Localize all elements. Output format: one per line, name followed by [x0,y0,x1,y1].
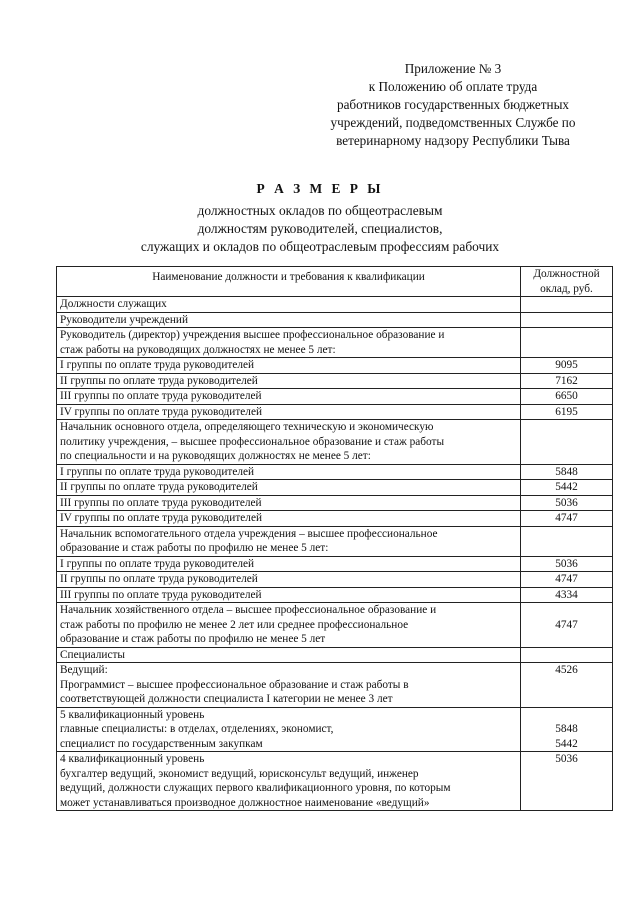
position-text-line: Руководители учреждений [60,313,189,326]
salary-cell [521,312,613,328]
position-text-line: Должности служащих [60,298,167,310]
header-salary-line: оклад, руб. [540,282,593,295]
salary-value: 6195 [555,405,578,418]
salary-value: 5036 [555,753,578,765]
position-text-line: I группы по оплате труда руководителей [60,465,255,478]
table-row [57,572,613,588]
table-row [57,404,613,420]
appendix-block [300,60,606,150]
position-text-line: бухгалтер ведущий, экономист ведущий, юрисконсульт ведущий, инженер [60,767,419,780]
salary-cell [521,526,613,556]
position-cell [57,420,521,465]
salary-cell [521,328,613,358]
salary-cell [521,480,613,496]
document-subtitle-line: должностям руководителей, специалистов, [197,221,443,236]
table-row [57,511,613,527]
document-subtitle-line: должностных окладов по общеотраслевым [197,203,443,218]
position-text-line: главные специалисты: в отделах, отделениях, экономист, [60,723,334,735]
position-text-line: IV группы по оплате труда руководителей [60,512,263,524]
document-title: Р А З М Е Р Ы [256,181,384,196]
table-row [57,495,613,511]
table-row [57,464,613,480]
position-text-line: политику учреждения, – высшее профессиональное образование и стаж работы [60,435,445,448]
position-cell [57,464,521,480]
salary-cell [521,495,613,511]
position-text-line: I группы по оплате труда руководителей [60,557,255,570]
table-row [57,373,613,389]
position-text-line: образование и стаж работы по профилю не менее 5 лет: [60,542,329,554]
table-row [57,358,613,374]
position-text-line: специалист по государственным закупкам [60,737,263,750]
salary-table-body [57,297,613,811]
position-text-line: II группы по оплате труда руководителей [60,481,258,493]
salary-value: 4747 [555,618,578,631]
position-cell [57,404,521,420]
salary-cell [521,373,613,389]
appendix-line: учреждений, подведомственных Службе по [330,115,576,130]
position-cell [57,556,521,572]
appendix-line: к Положению об оплате труда [368,79,538,94]
salary-value: 4747 [555,512,578,524]
position-cell [57,663,521,708]
salary-cell [521,587,613,603]
salary-value: 5848 [555,723,578,735]
salary-value: 5036 [555,557,578,570]
appendix-line: работников государственных бюджетных [336,97,570,112]
position-cell [57,373,521,389]
position-text-line: 4 квалификационный уровень [60,753,205,765]
table-row [57,556,613,572]
position-text-line: IV группы по оплате труда руководителей [60,405,263,418]
salary-cell [521,752,613,811]
salary-value: 5442 [555,737,578,750]
position-cell [57,603,521,648]
appendix-line: Приложение № 3 [404,61,502,76]
position-text-line: стаж работы по профилю не менее 2 лет или среднее профессиональное [60,618,409,631]
table-row [57,587,613,603]
salary-value: 5848 [555,465,578,478]
position-cell [57,297,521,313]
header-position-column: Наименование должности и требования к квалификации [57,267,521,297]
salary-spacer [524,708,609,723]
table-row [57,420,613,465]
position-cell [57,511,521,527]
table-row [57,707,613,752]
position-text-line: Специалисты [60,648,126,661]
table-row [57,297,613,313]
position-text-line: соответствующей должности специалиста I категории не менее 3 лет [60,693,393,705]
salary-value: 6650 [555,390,578,402]
salary-cell [521,420,613,465]
document-heading [0,180,640,256]
position-text-line: III группы по оплате труда руководителей [60,588,262,601]
position-text-line: II группы по оплате труда руководителей [60,573,258,585]
position-text-line: ведущий, должности служащих первого квалификационного уровня, по которым [60,782,451,794]
salary-value: 5442 [555,481,578,493]
position-cell [57,495,521,511]
salary-cell [521,464,613,480]
position-cell [57,707,521,752]
header-salary-line: Должностной [533,268,600,280]
salary-value: 9095 [555,359,578,371]
table-row [57,328,613,358]
salary-cell [521,404,613,420]
salary-cell [521,389,613,405]
salary-value: 4526 [555,664,578,676]
position-cell [57,312,521,328]
salary-value: 4334 [555,588,578,601]
position-text-line: Ведущий: [60,664,108,676]
position-text-line: III группы по оплате труда руководителей [60,390,262,402]
table-row [57,389,613,405]
position-cell [57,328,521,358]
document-subtitle-line: служащих и окладов по общеотраслевым профессиям рабочих [140,239,500,254]
position-cell [57,752,521,811]
salary-value: 4747 [555,573,578,585]
table-row [57,526,613,556]
position-cell [57,389,521,405]
table-row [57,312,613,328]
salary-cell [521,556,613,572]
position-text-line: II группы по оплате труда руководителей [60,374,258,387]
position-cell [57,526,521,556]
position-text-line: по специальности и на руководящих должностях не менее 5 лет: [60,450,371,462]
salary-cell [521,297,613,313]
salary-cell [521,603,613,648]
position-text-line: Программист – высшее профессиональное образование и стаж работы в [60,678,409,691]
position-text-line: Начальник вспомогательного отдела учреждения – высшее профессиональное [60,527,438,540]
position-text-line: I группы по оплате труда руководителей [60,359,255,371]
appendix-line: ветеринарному надзору Республики Тыва [336,133,570,148]
salary-cell [521,572,613,588]
position-text-line: образование и стаж работы по профилю не менее 5 лет [60,633,326,645]
position-cell [57,480,521,496]
salary-cell [521,647,613,663]
salary-cell [521,707,613,752]
position-text-line: 5 квалификационный уровень [60,708,205,721]
position-cell [57,587,521,603]
position-cell [57,647,521,663]
salary-value: 7162 [555,374,578,387]
salary-cell [521,358,613,374]
salary-cell [521,663,613,708]
table-row [57,663,613,708]
salary-cell [521,511,613,527]
position-text-line: III группы по оплате труда руководителей [60,496,262,509]
salary-value: 5036 [555,496,578,509]
position-text-line: стаж работы на руководящих должностях не менее 5 лет: [60,343,336,356]
table-row [57,603,613,648]
position-text-line: Руководитель (директор) учреждения высшее профессиональное образование и [60,329,445,341]
table-row [57,480,613,496]
position-text-line: Начальник хозяйственного отдела – высшее профессиональное образование и [60,604,437,616]
table-header-row [57,267,613,297]
position-text-line: Начальник основного отдела, определяющего техническую и экономическую [60,421,434,433]
table-row [57,647,613,663]
salary-table [56,266,613,811]
position-cell [57,572,521,588]
position-text-line: может устанавливаться производное должностное наименование «ведущий» [60,796,430,809]
table-row [57,752,613,811]
header-salary-column [521,267,613,297]
position-cell [57,358,521,374]
